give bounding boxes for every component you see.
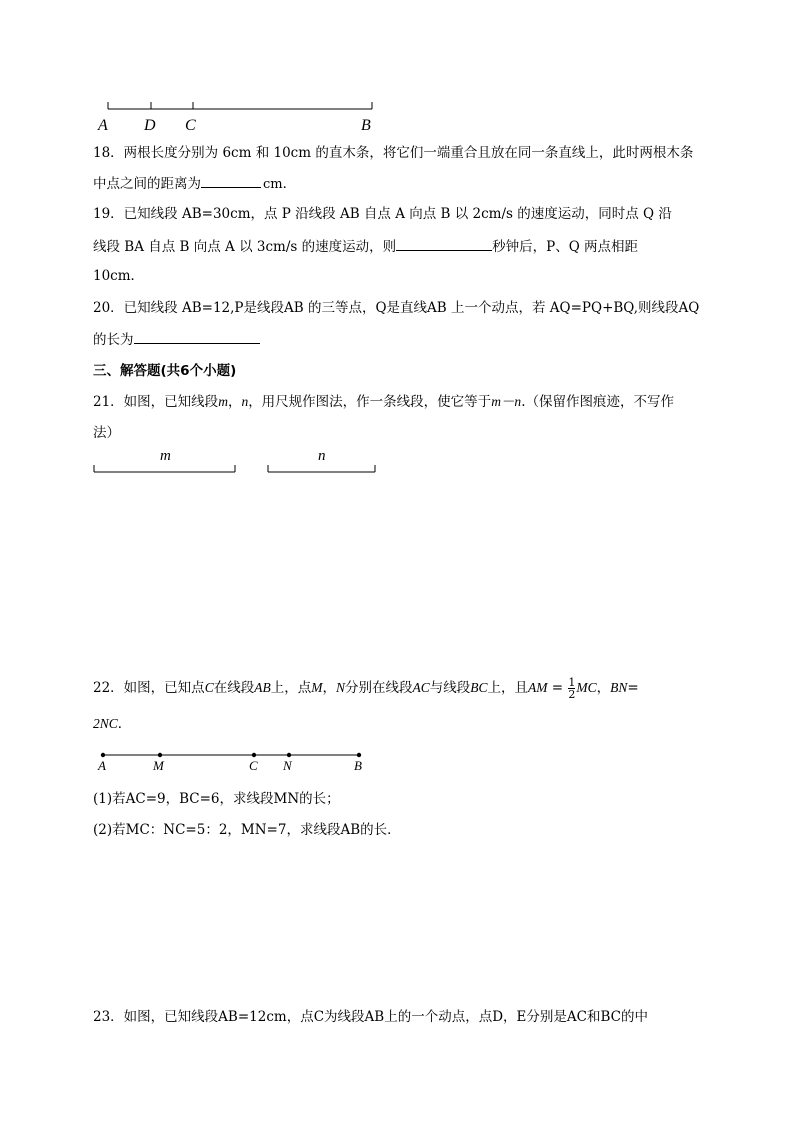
q21-text-b: ，用尺规作图法，作一条线段，使它等于 xyxy=(248,394,492,410)
segment-n-label: n xyxy=(318,448,326,464)
q21-expression: m－n xyxy=(491,394,522,409)
q22-c: C xyxy=(204,680,214,695)
q22-t5: 与线段 xyxy=(429,680,471,696)
q21-text-a: 21．如图，已知线段 xyxy=(93,394,219,410)
q22-ac: AC xyxy=(412,680,430,695)
fraction-numerator: 1 xyxy=(568,676,576,689)
q18-text: 中点之间的距离为 xyxy=(93,176,201,192)
question-19-line-1: 19．已知线段 AB=30cm，点 P 沿线段 AB 自点 A 向点 B 以 2cm/s 的速度运动，同时点 Q 沿 xyxy=(93,206,672,222)
point-label-b: B xyxy=(361,117,371,134)
q22-mc: MC xyxy=(576,680,597,695)
q21-sep: ， xyxy=(227,394,242,410)
point-label-c: C xyxy=(185,117,196,134)
q22-bn: BN xyxy=(610,680,628,695)
q22-t2: 在线段 xyxy=(213,680,255,696)
point-m xyxy=(158,753,162,757)
q22-am: AM xyxy=(528,680,548,695)
question-22-part-1: (1)若AC=9，BC=6，求线段MN的长； xyxy=(93,791,340,807)
q22-m: M xyxy=(311,680,323,695)
q18-unit: cm xyxy=(263,177,283,192)
fig22-label-n: N xyxy=(283,758,292,773)
q22-t7: ， xyxy=(596,680,611,696)
q21-text-c: .（保留作图痕迹，不写作 xyxy=(521,394,674,410)
question-23-line-1: 23．如图，已知线段AB=12cm，点C为线段AB上的一个动点，点D，E分别是AC和BC的中 xyxy=(93,1009,648,1025)
fig22-label-c: C xyxy=(249,758,258,773)
q21-var-n: n xyxy=(241,394,249,409)
q22-bc: BC xyxy=(470,680,488,695)
q22-t1: 22．如图，已知点 xyxy=(93,680,205,696)
q22-t4: 分别在线段 xyxy=(344,680,413,696)
q21-var-m: m xyxy=(218,394,228,409)
point-c xyxy=(252,753,256,757)
section-heading: 三、解答题(共6个小题) xyxy=(93,363,237,379)
fig22-label-m: M xyxy=(153,758,164,773)
fig22-label-b: B xyxy=(354,758,362,773)
segment-m-label: m xyxy=(160,448,171,464)
q22-eq: = xyxy=(547,680,568,696)
q22-n: N xyxy=(335,680,345,695)
point-label-a: A xyxy=(98,117,108,134)
question-18-line-1: 18．两根长度分别为 6cm 和 10cm 的直木条，将它们一端重合且放在同一条直线上，此时两根木条 xyxy=(93,145,694,161)
point-n xyxy=(287,753,291,757)
q22-t8: = xyxy=(627,680,639,696)
point-label-d: D xyxy=(144,117,156,134)
q22-2nc: 2NC xyxy=(93,716,118,731)
q22-comma: ， xyxy=(322,680,336,696)
q19-text-b: 秒钟后，P、Q 两点相距 xyxy=(492,239,639,255)
q20-text: 的长为 xyxy=(93,332,134,348)
q22-end: ． xyxy=(117,716,132,732)
point-a xyxy=(101,753,105,757)
question-19-line-3: 10cm． xyxy=(93,268,145,284)
q22-ab: AB xyxy=(254,680,271,695)
q18-end: ． xyxy=(282,176,297,192)
point-b xyxy=(357,753,361,757)
q22-t6: 上，且 xyxy=(487,680,528,696)
q19-text-a: 线段 BA 自点 B 向点 A 以 3cm/s 的速度运动，则 xyxy=(93,239,397,255)
fraction-denominator: 2 xyxy=(568,688,576,701)
fig22-label-a: A xyxy=(98,758,106,773)
question-21-line-2: 法） xyxy=(93,425,120,441)
question-20-line-1: 20．已知线段 AB=12,P是线段AB 的三等点，Q是直线AB 上一个动点，若 AQ=PQ+BQ,则线段AQ xyxy=(93,300,700,316)
question-22-part-2: (2)若MC：NC=5：2，MN=7，求线段AB的长． xyxy=(93,822,401,838)
q22-t3: 上，点 xyxy=(270,680,312,696)
